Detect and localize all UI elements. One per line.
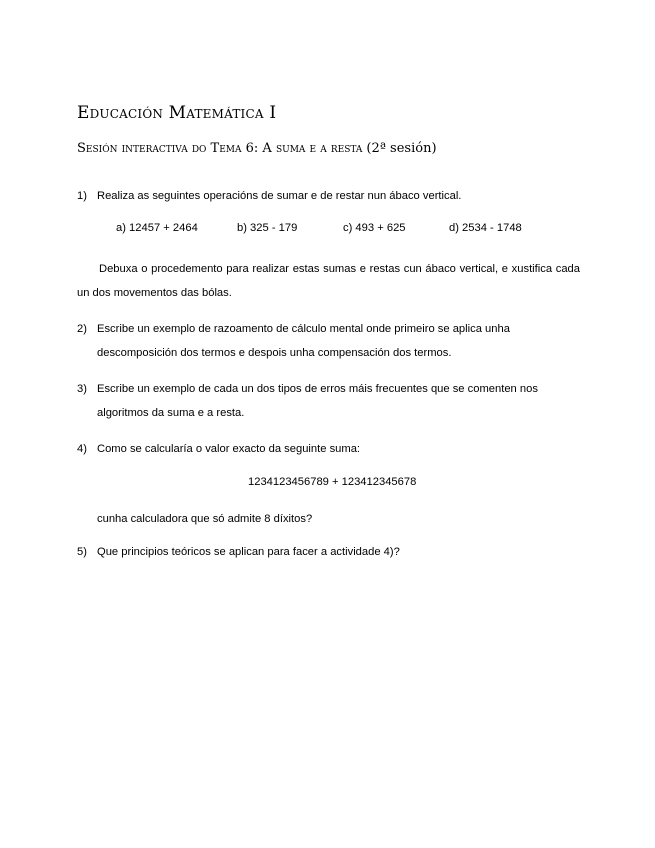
question-number: 1) bbox=[77, 190, 87, 202]
question-4 bbox=[77, 437, 582, 461]
question-text: Escribe un exemplo de cada un dos tipos de erros máis frecuentes que se comenten nos algoritmos da suma e a resta. bbox=[97, 383, 538, 419]
operation-b: b) 325 - 179 bbox=[237, 222, 298, 234]
document-title: Educación Matemática I bbox=[77, 103, 277, 123]
operations-list bbox=[116, 222, 546, 242]
question-number: 4) bbox=[77, 443, 87, 455]
question-number: 3) bbox=[77, 383, 87, 395]
question-1 bbox=[77, 184, 582, 208]
question-text: Que principios teóricos se aplican para facer a actividade 4)? bbox=[97, 546, 400, 558]
question-2 bbox=[77, 317, 582, 365]
subtitle-main: Sesión interactiva do Tema 6: A suma e a resta bbox=[77, 141, 363, 156]
question-text: Realiza as seguintes operacións de sumar e de restar nun ábaco vertical. bbox=[97, 190, 462, 202]
question-1-paragraph: Debuxa o procedemento para realizar estas sumas e restas cun ábaco vertical, e xustifica cada un dos movementos das bólas. bbox=[77, 263, 580, 299]
subtitle-session: (2ª sesión) bbox=[366, 141, 437, 156]
operation-d: d) 2534 - 1748 bbox=[449, 222, 522, 234]
question-number: 5) bbox=[77, 546, 87, 558]
question-4-continuation: cunha calculadora que só admite 8 díxitos? bbox=[97, 513, 313, 525]
question-5 bbox=[77, 540, 582, 564]
question-text: Como se calcularía o valor exacto da seguinte suma: bbox=[97, 443, 361, 455]
document-subtitle bbox=[77, 141, 437, 156]
question-text: Escribe un exemplo de razoamento de cálculo mental onde primeiro se aplica unha descomposición dos termos e despois unha compensación dos termos. bbox=[97, 323, 510, 359]
operation-c: c) 493 + 625 bbox=[343, 222, 406, 234]
question-4-sum: 1234123456789 + 123412345678 bbox=[248, 476, 417, 488]
question-3 bbox=[77, 377, 582, 425]
question-number: 2) bbox=[77, 323, 87, 335]
operation-a: a) 12457 + 2464 bbox=[116, 222, 198, 234]
